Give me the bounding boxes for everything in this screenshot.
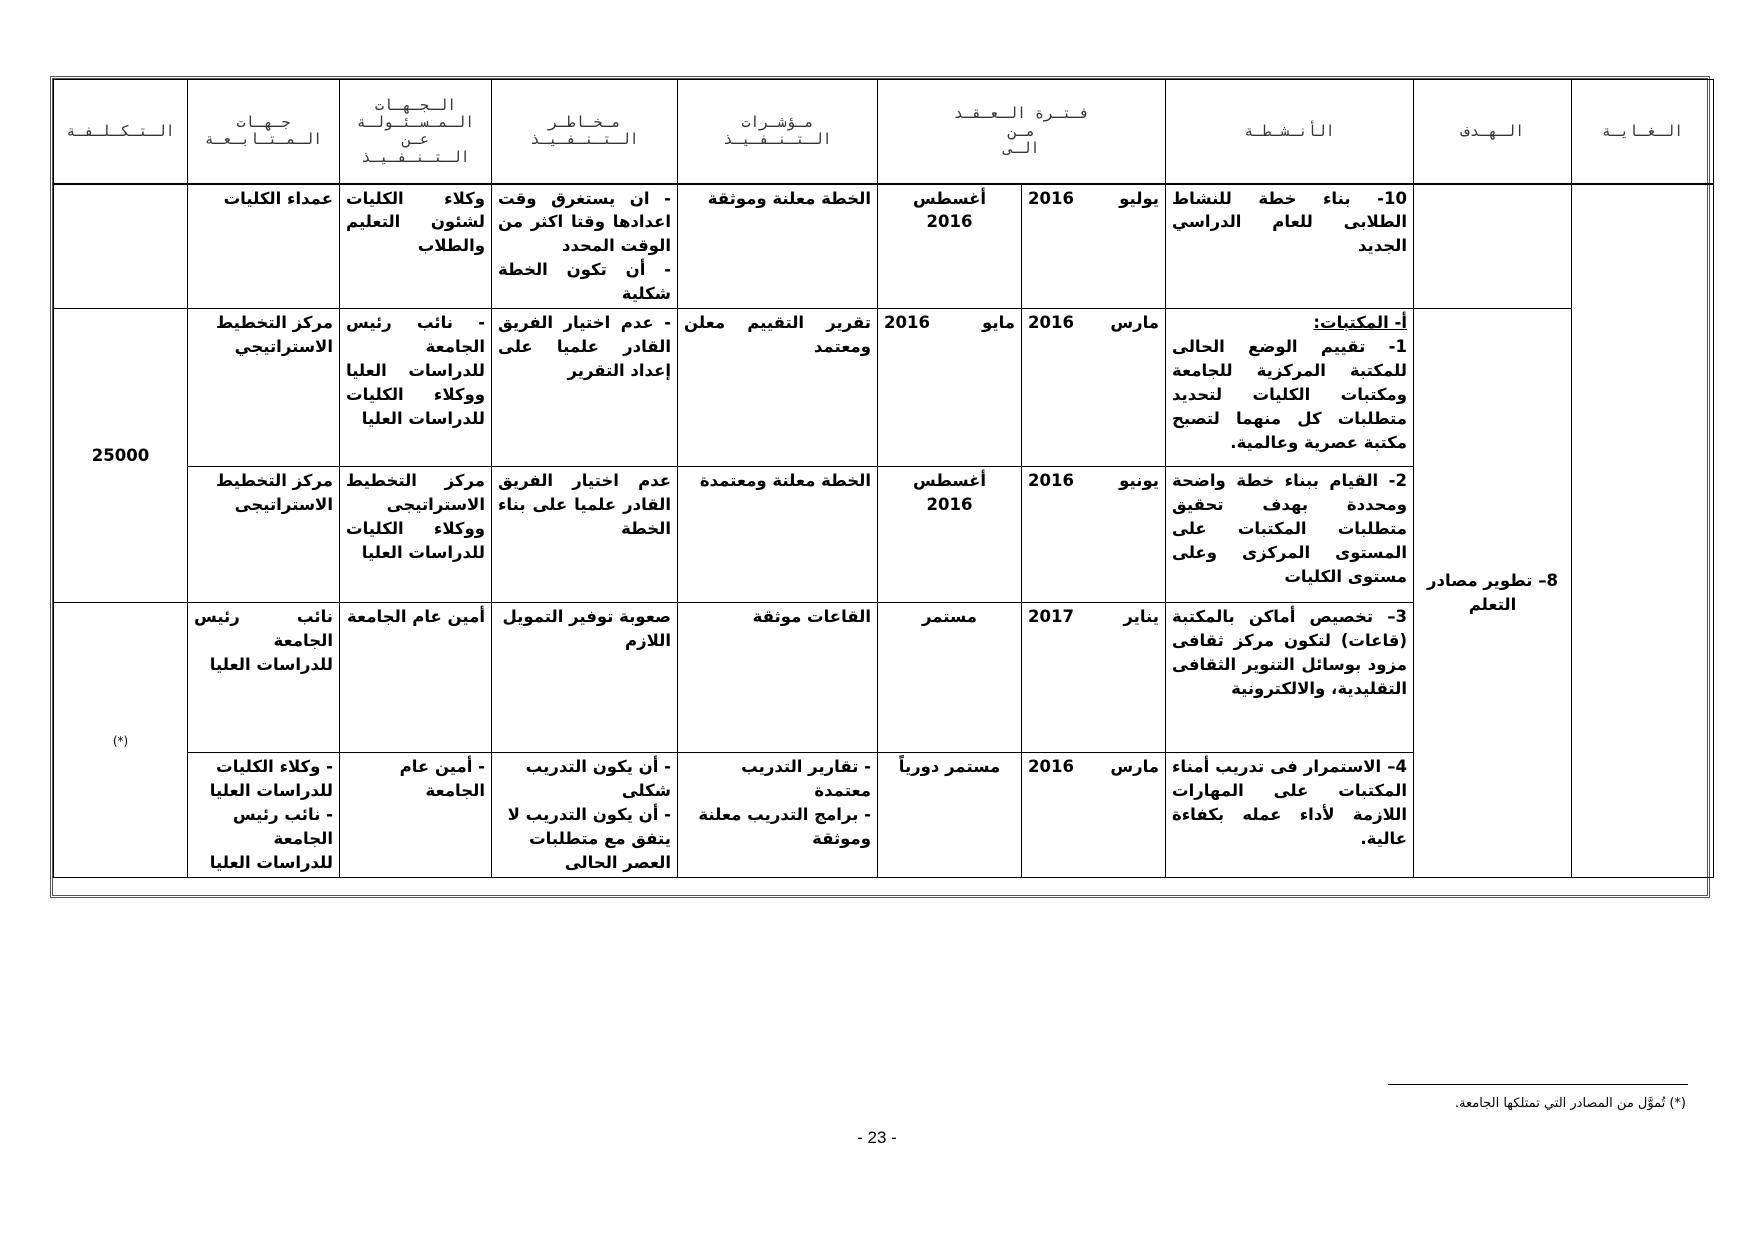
to-cell: مستمر — [878, 603, 1022, 753]
responsible-cell: أمين عام الجامعة — [340, 603, 492, 753]
header-indicators: مـؤشـرات الـتـنـفـيـذ — [678, 80, 878, 184]
objective-cell-empty — [1414, 184, 1572, 309]
objective-cell: 8– تطوير مصادر التعلم — [1414, 309, 1572, 878]
cost-note-marker: (*) — [54, 603, 188, 878]
header-cost: الـتـكـلـفـة — [54, 80, 188, 184]
from-year: 2016 — [1028, 313, 1074, 333]
followup-cell: مركز التخطيط الاستراتيجي — [188, 309, 340, 467]
responsible-cell: - أمين عام الجامعة — [340, 753, 492, 878]
to-month: مايو — [982, 313, 1015, 333]
from-year: 2016 — [1028, 471, 1074, 491]
header-goal: الـغـايـة — [1572, 80, 1714, 184]
cost-value: 25000 — [54, 309, 188, 603]
risks-cell: - عدم اختيار الفريق القادر علميا على إعداد التقرير — [492, 309, 678, 467]
followup-cell: نائب رئيس الجامعة للدراسات العليا — [188, 603, 340, 753]
activity-heading: أ- المكتبات: — [1313, 313, 1407, 333]
indicators-cell: الخطة معلنة ومعتمدة — [678, 467, 878, 603]
risks-cell: - ان يستغرق وقت اعدادها وقتا اكثر من الوقت المحدد - أن تكون الخطة شكلية — [492, 184, 678, 309]
risks-cell: صعوبة توفير التمويل اللازم — [492, 603, 678, 753]
to-cell: أغسطس 2016 — [878, 184, 1022, 309]
cost-cell-empty — [54, 184, 188, 309]
responsible-cell: - نائب رئيس الجامعة للدراسات العليا ووكلاء الكليات للدراسات العليا — [340, 309, 492, 467]
to-year: 2016 — [884, 313, 930, 333]
table-row — [54, 309, 1714, 467]
activity-cell: 10- بناء خطة للنشاط الطلابى للعام الدراسي الجديد — [1166, 184, 1414, 309]
to-cell: مستمر دورياً — [878, 753, 1022, 878]
indicators-cell: الخطة معلنة وموثقة — [678, 184, 878, 309]
activity-cell: 4– الاستمرار فى تدريب أمناء المكتبات على المهارات اللازمة لأداء عمله بكفاءة عالية. — [1166, 753, 1414, 878]
followup-cell: مركز التخطيط الاستراتيجى — [188, 467, 340, 603]
from-cell — [1022, 603, 1166, 753]
footnote: (*) تُموَّل من المصادر التي تمتلكها الجامعة. — [1454, 1096, 1686, 1111]
risks-cell: عدم اختيار الفريق القادر علميا على بناء الخطة — [492, 467, 678, 603]
action-plan-table — [53, 79, 1714, 878]
from-cell — [1022, 753, 1166, 878]
page-number: - 23 - — [857, 1128, 897, 1147]
indicators-cell: القاعات موثقة — [678, 603, 878, 753]
from-cell — [1022, 184, 1166, 309]
activity-text: 1- تقييم الوضع الحالى للمكتبة المركزية للجامعة ومكتبات الكليات لتحديد متطلبات كل منهما لتصبح مكتبة عصرية وعالمية. — [1172, 337, 1407, 452]
to-cell: أغسطس 2016 — [878, 467, 1022, 603]
from-year: 2016 — [1028, 757, 1074, 777]
indicators-cell: تقرير التقييم معلن ومعتمد — [678, 309, 878, 467]
header-row — [54, 80, 1714, 184]
to-cell — [878, 309, 1022, 467]
from-cell — [1022, 467, 1166, 603]
followup-cell: - وكلاء الكليات للدراسات العليا - نائب رئيس الجامعة للدراسات العليا — [188, 753, 340, 878]
footnote-divider — [1388, 1084, 1688, 1085]
followup-cell: عمداء الكليات — [188, 184, 340, 309]
header-responsible: الـجـهـات الـمـسـئـولـة عـن الـتـنـفـيـذ — [340, 80, 492, 184]
header-risks: مـخـاطـر الـتـنـفـيـذ — [492, 80, 678, 184]
risks-cell: - أن يكون التدريب شكلى - أن يكون التدريب لا يتفق مع متطلبات العصر الحالى — [492, 753, 678, 878]
indicators-cell: - تقارير التدريب معتمدة - برامج التدريب معلنة وموثقة — [678, 753, 878, 878]
header-activities: الأنـشـطـة — [1166, 80, 1414, 184]
from-month: مارس — [1110, 757, 1159, 777]
from-month: يناير — [1123, 607, 1159, 627]
responsible-cell: مركز التخطيط الاستراتيجى ووكلاء الكليات للدراسات العليا — [340, 467, 492, 603]
from-year: 2017 — [1028, 607, 1074, 627]
from-month: يونيو — [1119, 471, 1159, 491]
from-cell — [1022, 309, 1166, 467]
from-month: مارس — [1110, 313, 1159, 333]
from-year: 2016 — [1028, 188, 1074, 208]
activity-cell — [1166, 309, 1414, 467]
activity-cell: 3– تخصيص أماكن بالمكتبة (قاعات) لتكون مركز ثقافى مزود بوسائل التنوير الثقافى التقليدية، والالكترونية — [1166, 603, 1414, 753]
activity-cell: 2- القيام ببناء خطة واضحة ومحددة بهدف تحقيق متطلبات المكتبات على المستوى المركزى وعلى مستوى الكليات — [1166, 467, 1414, 603]
goal-cell — [1572, 184, 1714, 878]
responsible-cell: وكلاء الكليات لشئون التعليم والطلاب — [340, 184, 492, 309]
table-row — [54, 184, 1714, 309]
header-objective: الـهـدف — [1414, 80, 1572, 184]
header-followup: جـهـات الـمـتـابـعـة — [188, 80, 340, 184]
from-month: يوليو — [1119, 188, 1159, 208]
header-period: فـتـرة الـعـقـد مـن الـى — [878, 80, 1166, 184]
